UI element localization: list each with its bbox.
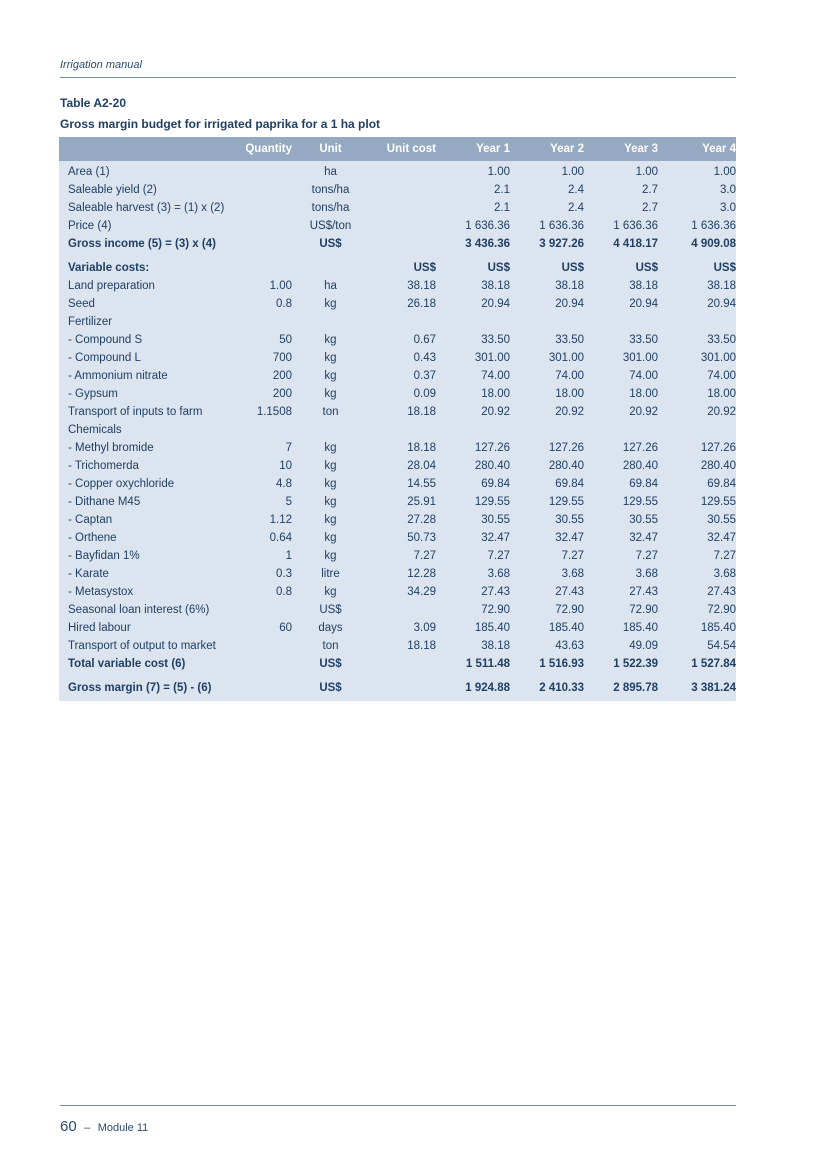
table-row (59, 529, 736, 547)
row-unit: kg (324, 496, 337, 508)
row-year-1: 38.18 (481, 640, 510, 652)
row-unit-cost: 25.91 (407, 496, 436, 508)
row-unit: kg (324, 370, 337, 382)
header-year-3: Year 3 (624, 143, 658, 155)
row-unit-cost: 18.18 (407, 406, 436, 418)
row-unit-cost: 27.28 (407, 514, 436, 526)
row-quantity: 0.3 (276, 568, 292, 580)
row-unit: US$ (319, 682, 342, 694)
table-header-row (59, 137, 736, 161)
gross-margin-table (59, 137, 736, 701)
row-year-2: 20.92 (555, 406, 584, 418)
row-year-2: 127.26 (548, 442, 584, 454)
table-row (59, 181, 736, 199)
row-label: - Compound L (68, 352, 141, 364)
row-year-1: 185.40 (474, 622, 510, 634)
row-year-2: 33.50 (555, 334, 584, 346)
row-label: - Orthene (68, 532, 117, 544)
row-year-2: 20.94 (555, 298, 584, 310)
row-year-2: 2.4 (568, 202, 584, 214)
row-label: Hired labour (68, 622, 131, 634)
row-unit: litre (321, 568, 340, 580)
row-year-1: 1.00 (487, 166, 510, 178)
table-label: Table A2-20 (60, 96, 127, 110)
header-unit: Unit (319, 143, 342, 155)
table-row (59, 583, 736, 601)
row-year-2: US$ (561, 262, 584, 274)
page-footer (60, 1118, 148, 1136)
row-year-1: 1 511.48 (465, 658, 510, 670)
table-row (59, 259, 736, 277)
row-year-2: 7.27 (561, 550, 584, 562)
table-row (59, 199, 736, 217)
row-unit: kg (324, 586, 337, 598)
row-year-2: 129.55 (548, 496, 584, 508)
row-year-1: 127.26 (474, 442, 510, 454)
row-unit-cost: 50.73 (407, 532, 436, 544)
row-unit-cost: 38.18 (407, 280, 436, 292)
running-header: Irrigation manual (60, 59, 142, 71)
table-row (59, 421, 736, 439)
row-label: - Bayfidan 1% (68, 550, 140, 562)
row-year-4: 3.0 (720, 202, 736, 214)
row-label: - Trichomerda (68, 460, 139, 472)
row-quantity: 200 (272, 388, 292, 400)
table-row (59, 565, 736, 583)
row-year-4: 1 636.36 (691, 220, 736, 232)
footer-separator: – (84, 1122, 91, 1134)
row-year-3: 27.43 (629, 586, 658, 598)
row-year-4: 3.0 (720, 184, 736, 196)
table-row (59, 511, 736, 529)
row-label: - Methyl bromide (68, 442, 154, 454)
row-year-3: 4 418.17 (613, 238, 658, 250)
row-label: Transport of inputs to farm (68, 406, 203, 418)
row-unit-cost: 26.18 (407, 298, 436, 310)
row-quantity: 0.64 (269, 532, 292, 544)
row-label: Seed (68, 298, 95, 310)
row-quantity: 4.8 (276, 478, 292, 490)
row-year-4: 3.68 (713, 568, 736, 580)
row-unit-cost: 3.09 (413, 622, 436, 634)
table-row (59, 655, 736, 673)
row-unit-cost: 14.55 (407, 478, 436, 490)
row-year-2: 32.47 (555, 532, 584, 544)
table-row (59, 679, 736, 697)
row-year-1: 74.00 (481, 370, 510, 382)
header-unit-cost: Unit cost (386, 143, 436, 155)
row-year-2: 1 516.93 (539, 658, 584, 670)
row-label: - Karate (68, 568, 109, 580)
row-year-1: US$ (487, 262, 510, 274)
header-divider (60, 77, 736, 78)
table-row (59, 367, 736, 385)
row-year-1: 1 636.36 (465, 220, 510, 232)
row-year-2: 72.90 (555, 604, 584, 616)
row-unit-cost: 0.09 (413, 388, 436, 400)
row-label: Seasonal loan interest (6%) (68, 604, 210, 616)
row-year-4: 280.40 (700, 460, 736, 472)
row-year-2: 74.00 (555, 370, 584, 382)
row-year-3: US$ (635, 262, 658, 274)
table-row (59, 277, 736, 295)
row-year-4: 74.00 (707, 370, 736, 382)
row-unit-cost: 0.67 (413, 334, 436, 346)
row-year-1: 2.1 (494, 184, 510, 196)
row-unit-cost: 0.43 (413, 352, 436, 364)
row-year-3: 69.84 (629, 478, 658, 490)
row-year-3: 20.92 (629, 406, 658, 418)
footer-divider (60, 1105, 736, 1106)
row-year-4: 54.54 (707, 640, 736, 652)
row-year-2: 30.55 (555, 514, 584, 526)
row-year-2: 3 927.26 (539, 238, 584, 250)
row-unit: US$ (319, 604, 342, 616)
row-year-4: 20.94 (707, 298, 736, 310)
table-row (59, 331, 736, 349)
row-unit: kg (324, 442, 337, 454)
row-year-1: 3 436.36 (465, 238, 510, 250)
row-year-3: 7.27 (635, 550, 658, 562)
table-row (59, 619, 736, 637)
table-row (59, 403, 736, 421)
row-year-1: 30.55 (481, 514, 510, 526)
row-year-3: 33.50 (629, 334, 658, 346)
row-unit-cost: 12.28 (407, 568, 436, 580)
row-label: - Captan (68, 514, 113, 526)
row-year-4: 1.00 (713, 166, 736, 178)
row-unit: ha (324, 166, 337, 178)
row-quantity: 10 (279, 460, 292, 472)
row-label: Gross income (5) = (3) x (4) (68, 238, 216, 250)
row-label: - Compound S (68, 334, 143, 346)
row-unit: kg (324, 388, 337, 400)
row-year-4: 20.92 (707, 406, 736, 418)
table-row (59, 295, 736, 313)
row-year-2: 2 410.33 (539, 682, 584, 694)
row-label: - Gypsum (68, 388, 118, 400)
row-label: Transport of output to market (68, 640, 216, 652)
row-unit-cost: 7.27 (413, 550, 436, 562)
row-year-3: 38.18 (629, 280, 658, 292)
header-year-1: Year 1 (476, 143, 510, 155)
row-year-3: 127.26 (622, 442, 658, 454)
row-year-4: 18.00 (707, 388, 736, 400)
row-quantity: 1.1508 (256, 406, 292, 418)
row-unit: kg (324, 478, 337, 490)
table-row (59, 313, 736, 331)
row-label: Land preparation (68, 280, 155, 292)
row-year-1: 20.94 (481, 298, 510, 310)
row-unit-cost: 34.29 (407, 586, 436, 598)
row-year-3: 2.7 (642, 184, 658, 196)
row-year-4: 185.40 (700, 622, 736, 634)
row-label: - Copper oxychloride (68, 478, 175, 490)
header-quantity: Quantity (245, 143, 292, 155)
row-unit: days (318, 622, 343, 634)
row-year-3: 30.55 (629, 514, 658, 526)
row-unit: kg (324, 514, 337, 526)
row-year-4: 72.90 (707, 604, 736, 616)
row-year-1: 32.47 (481, 532, 510, 544)
row-unit: US$ (319, 238, 342, 250)
table-row (59, 349, 736, 367)
row-year-4: 38.18 (707, 280, 736, 292)
row-year-4: 4 909.08 (691, 238, 736, 250)
row-label: - Dithane M45 (68, 496, 141, 508)
row-year-1: 18.00 (481, 388, 510, 400)
row-year-1: 38.18 (481, 280, 510, 292)
row-unit-cost: 28.04 (407, 460, 436, 472)
row-year-4: 33.50 (707, 334, 736, 346)
row-year-4: 127.26 (700, 442, 736, 454)
row-label: Chemicals (68, 424, 122, 436)
row-year-1: 7.27 (487, 550, 510, 562)
row-unit: US$ (319, 658, 342, 670)
table-row (59, 637, 736, 655)
row-year-3: 1 522.39 (613, 658, 658, 670)
row-year-2: 3.68 (561, 568, 584, 580)
table-body (59, 163, 736, 697)
row-year-3: 1.00 (635, 166, 658, 178)
row-label: Fertilizer (68, 316, 113, 328)
row-quantity: 5 (285, 496, 292, 508)
row-year-1: 129.55 (474, 496, 510, 508)
row-year-2: 43.63 (555, 640, 584, 652)
table-caption: Gross margin budget for irrigated paprika for a 1 ha plot (60, 117, 381, 131)
row-unit-cost: 18.18 (407, 640, 436, 652)
row-unit: ton (322, 406, 339, 418)
row-year-4: 7.27 (713, 550, 736, 562)
row-year-1: 20.92 (481, 406, 510, 418)
row-year-3: 2 895.78 (613, 682, 658, 694)
row-year-3: 18.00 (629, 388, 658, 400)
row-year-2: 301.00 (548, 352, 584, 364)
row-label: - Metasystox (68, 586, 134, 598)
row-year-1: 33.50 (481, 334, 510, 346)
table-row (59, 601, 736, 619)
row-unit: ton (322, 640, 339, 652)
row-year-3: 49.09 (629, 640, 658, 652)
row-year-3: 280.40 (622, 460, 658, 472)
table-row (59, 235, 736, 253)
row-year-2: 2.4 (568, 184, 584, 196)
row-unit: kg (324, 532, 337, 544)
row-quantity: 0.8 (276, 298, 292, 310)
row-unit: kg (324, 298, 337, 310)
row-year-1: 280.40 (474, 460, 510, 472)
row-year-3: 3.68 (635, 568, 658, 580)
row-quantity: 50 (279, 334, 292, 346)
header-year-2: Year 2 (550, 143, 584, 155)
row-label: Total variable cost (6) (68, 658, 186, 670)
table-row (59, 163, 736, 181)
row-year-3: 2.7 (642, 202, 658, 214)
row-year-3: 185.40 (622, 622, 658, 634)
row-unit: ha (324, 280, 337, 292)
row-unit: tons/ha (311, 184, 350, 196)
row-year-1: 72.90 (481, 604, 510, 616)
row-year-2: 1.00 (561, 166, 584, 178)
row-label: Variable costs: (68, 262, 150, 274)
row-quantity: 200 (272, 370, 292, 382)
row-year-2: 1 636.36 (539, 220, 584, 232)
table-row (59, 475, 736, 493)
header-year-4: Year 4 (702, 143, 736, 155)
row-year-4: 27.43 (707, 586, 736, 598)
row-unit: kg (324, 334, 337, 346)
row-year-4: 3 381.24 (691, 682, 736, 694)
row-label: Gross margin (7) = (5) - (6) (68, 682, 212, 694)
row-unit-cost: US$ (413, 262, 436, 274)
table-row (59, 457, 736, 475)
row-year-1: 3.68 (487, 568, 510, 580)
row-quantity: 1 (285, 550, 292, 562)
row-year-1: 1 924.88 (465, 682, 510, 694)
table-row (59, 439, 736, 457)
row-label: Saleable yield (2) (68, 184, 157, 196)
row-unit: kg (324, 550, 337, 562)
row-unit: tons/ha (311, 202, 350, 214)
row-label: Area (1) (68, 166, 110, 178)
row-quantity: 60 (279, 622, 292, 634)
row-year-1: 301.00 (474, 352, 510, 364)
row-year-3: 20.94 (629, 298, 658, 310)
row-label: Price (4) (68, 220, 112, 232)
row-year-3: 72.90 (629, 604, 658, 616)
table-row (59, 217, 736, 235)
row-year-2: 69.84 (555, 478, 584, 490)
row-quantity: 700 (272, 352, 292, 364)
row-year-1: 2.1 (494, 202, 510, 214)
row-quantity: 1.00 (269, 280, 292, 292)
table-row (59, 493, 736, 511)
row-label: - Ammonium nitrate (68, 370, 168, 382)
row-year-3: 32.47 (629, 532, 658, 544)
row-year-1: 69.84 (481, 478, 510, 490)
row-year-4: 129.55 (700, 496, 736, 508)
row-year-4: 1 527.84 (691, 658, 736, 670)
row-year-3: 74.00 (629, 370, 658, 382)
row-year-2: 185.40 (548, 622, 584, 634)
row-year-2: 18.00 (555, 388, 584, 400)
row-unit: US$/ton (309, 220, 352, 232)
page-number: 60 (60, 1118, 77, 1135)
row-year-4: US$ (713, 262, 736, 274)
row-unit: kg (324, 460, 337, 472)
row-label: Saleable harvest (3) = (1) x (2) (68, 202, 225, 214)
table-row (59, 385, 736, 403)
row-year-4: 30.55 (707, 514, 736, 526)
row-year-2: 38.18 (555, 280, 584, 292)
row-year-2: 280.40 (548, 460, 584, 472)
row-unit-cost: 0.37 (413, 370, 436, 382)
row-quantity: 7 (285, 442, 292, 454)
row-quantity: 1.12 (269, 514, 292, 526)
row-year-4: 301.00 (700, 352, 736, 364)
row-year-2: 27.43 (555, 586, 584, 598)
row-year-4: 32.47 (707, 532, 736, 544)
row-year-1: 27.43 (481, 586, 510, 598)
row-unit-cost: 18.18 (407, 442, 436, 454)
row-year-3: 1 636.36 (613, 220, 658, 232)
row-unit: kg (324, 352, 337, 364)
row-year-3: 129.55 (622, 496, 658, 508)
table-row (59, 547, 736, 565)
module-label: Module 11 (97, 1122, 149, 1134)
row-quantity: 0.8 (276, 586, 292, 598)
row-year-4: 69.84 (707, 478, 736, 490)
row-year-3: 301.00 (622, 352, 658, 364)
